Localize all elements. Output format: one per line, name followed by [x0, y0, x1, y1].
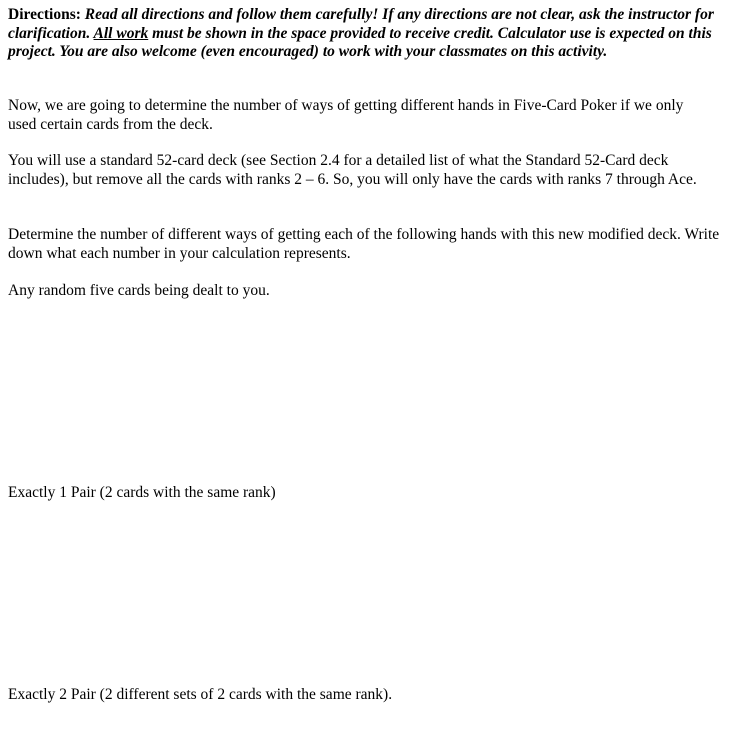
directions-text-part1: Read all directions and follow them carefully! If any directions are not clear, ask the instructor for clarification. — [8, 6, 714, 42]
deck-paragraph: You will use a standard 52-card deck (see Section 2.4 for a detailed list of what the Standard 52-Card deck includes), but remove all the cards with ranks 2 – 6. So, you will only have the cards with ranks 7 through Ace. — [8, 152, 697, 188]
worksheet-page — [8, 6, 728, 703]
directions-underlined-text: All work — [93, 24, 149, 42]
directions-paragraph — [8, 6, 728, 62]
directions-text-part2: must be shown in the space provided to receive credit. Calculator use is expected on this project. You are also welcome (even encouraged) to work with your classmates on this activity. — [8, 24, 712, 60]
question-exactly-two-pair: Exactly 2 Pair (2 different sets of 2 cards with the same rank). — [8, 686, 393, 703]
directions-label: Directions: — [8, 6, 81, 23]
task-paragraph: Determine the number of different ways of getting each of the following hands with this new modified deck. Write down what each number in your calculation represents. — [8, 226, 720, 262]
question-exactly-one-pair: Exactly 1 Pair (2 cards with the same rank) — [8, 484, 276, 501]
question-random-five-cards: Any random five cards being dealt to you. — [8, 282, 270, 299]
intro-paragraph: Now, we are going to determine the number of ways of getting different hands in Five-Card Poker if we only used certain cards from the deck. — [8, 97, 684, 133]
